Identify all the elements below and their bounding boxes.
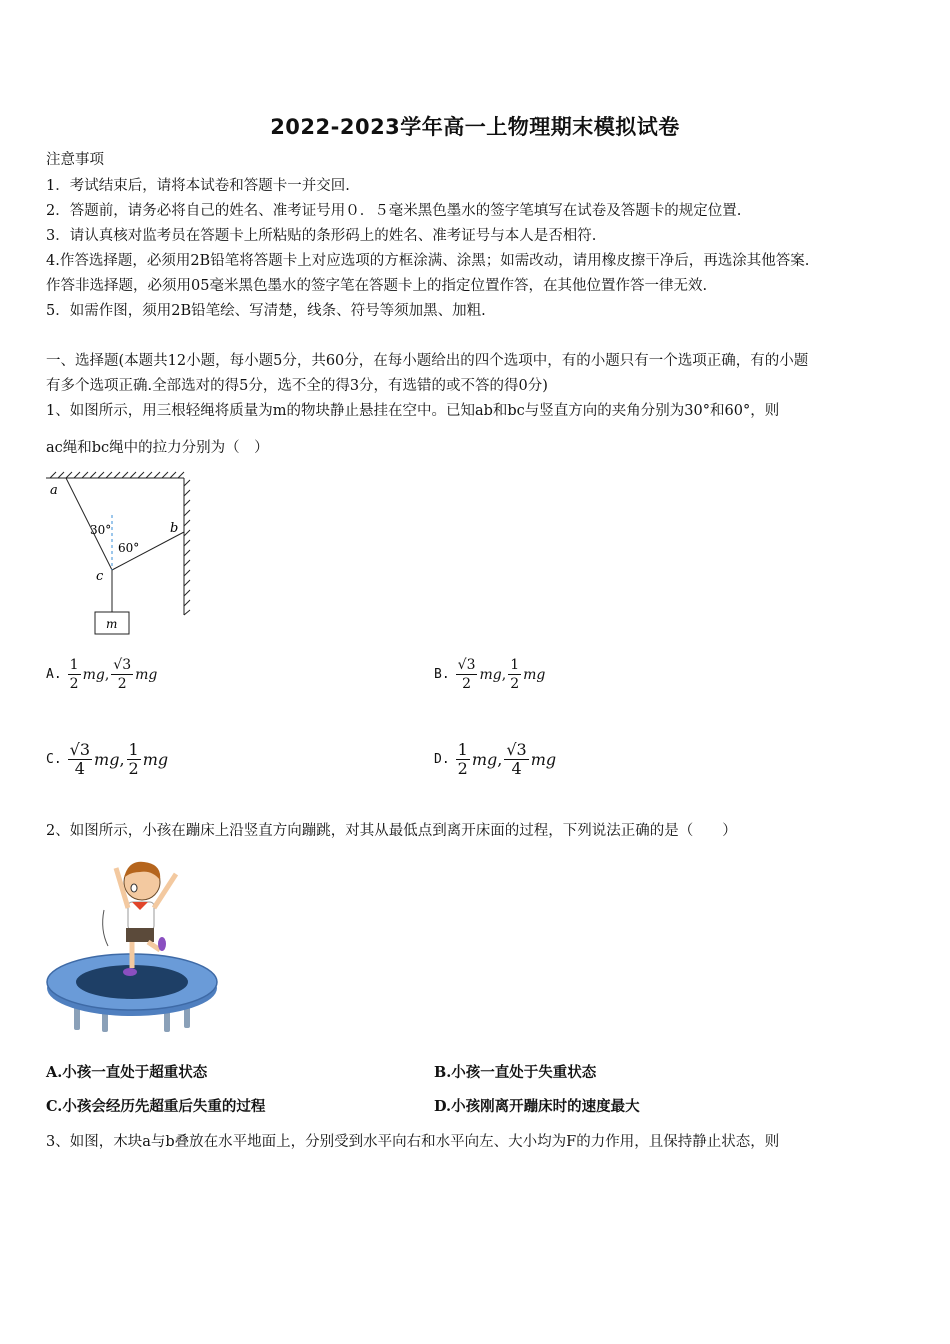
angle-30-label: 30° (90, 523, 112, 537)
label-b: b (170, 521, 179, 536)
q1-option-b[interactable]: B. $\frac{√3}{2}$ mg , $\frac{1}{2}$ mg (434, 657, 546, 692)
label-m: m (106, 617, 118, 631)
notice-item: 1．考试结束后，请将本试卷和答题卡一并交回. (46, 178, 350, 194)
notice-item: 作答非选择题，必须用05毫米黑色墨水的签字笔在答题卡上的指定位置作答，在其他位置作答一律无效. (46, 278, 708, 294)
section-header: 一、选择题(本题共12小题，每小题5分，共60分，在每小题给出的四个选项中，有的小题只有一个选项正确，有的小题 (46, 353, 809, 369)
q1-option-a[interactable]: A. $\frac{1}{2}$ mg , $\frac{√3}{2}$ mg (46, 657, 158, 692)
q2-option-d[interactable]: D.小孩刚离开蹦床时的速度最大 (434, 1098, 640, 1115)
rope-diagram (44, 470, 194, 640)
option-letter: B. (434, 666, 450, 682)
q2-option-b[interactable]: B.小孩一直处于失重状态 (434, 1064, 597, 1081)
notice-heading: 注意事项 (46, 152, 104, 168)
q2-option-c[interactable]: C.小孩会经历先超重后失重的过程 (46, 1098, 266, 1115)
notice-item: 2．答题前，请务必将自己的姓名、准考证号用０．５毫米黑色墨水的签字笔填写在试卷及答题卡的规定位置. (46, 203, 742, 219)
q2-option-a[interactable]: A.小孩一直处于超重状态 (46, 1064, 208, 1081)
q1-option-c[interactable]: C. $\frac{√3}{4}$ mg , $\frac{1}{2}$ mg (46, 740, 169, 778)
question-1-stem-cont: ac绳和bc绳中的拉力分别为（ ） (46, 440, 269, 456)
trampoline-illustration (44, 850, 229, 1035)
option-letter: D. (434, 751, 450, 767)
question-1-stem: 1、如图所示，用三根轻绳将质量为m的物块静止悬挂在空中。已知ab和bc与竖直方向的夹角分别为30°和60°，则 (46, 403, 780, 419)
angle-60-label: 60° (118, 541, 140, 555)
notice-item: 5．如需作图，须用2B铅笔绘、写清楚，线条、符号等须加黑、加粗. (46, 303, 486, 319)
notice-item: 3．请认真核对监考员在答题卡上所粘贴的条形码上的姓名、准考证号与本人是否相符. (46, 228, 597, 244)
section-header-cont: 有多个选项正确.全部选对的得5分，选不全的得3分，有选错的或不答的得0分) (46, 378, 548, 394)
label-a: a (50, 483, 58, 498)
option-letter: A. (46, 666, 62, 682)
q1-option-d[interactable]: D. $\frac{1}{2}$ mg , $\frac{√3}{4}$ mg (434, 740, 557, 778)
option-letter: C. (46, 751, 62, 767)
notice-item: 4.作答选择题，必须用2B铅笔将答题卡上对应选项的方框涂满、涂黑；如需改动，请用橡皮擦干净后，再选涂其他答案. (46, 253, 810, 269)
wall-hatch (184, 480, 190, 615)
ceiling-hatch (50, 472, 184, 478)
page-title: 2022-2023学年高一上物理期末模拟试卷 (270, 115, 680, 139)
label-c: c (96, 569, 104, 584)
question-3-stem: 3、如图，木块a与b叠放在水平地面上，分别受到水平向右和水平向左、大小均为F的力作用，且保持静止状态，则 (46, 1134, 780, 1150)
question-2-stem: 2、如图所示，小孩在蹦床上沿竖直方向蹦跳，对其从最低点到离开床面的过程，下列说法正确的是（ ） (46, 823, 737, 839)
